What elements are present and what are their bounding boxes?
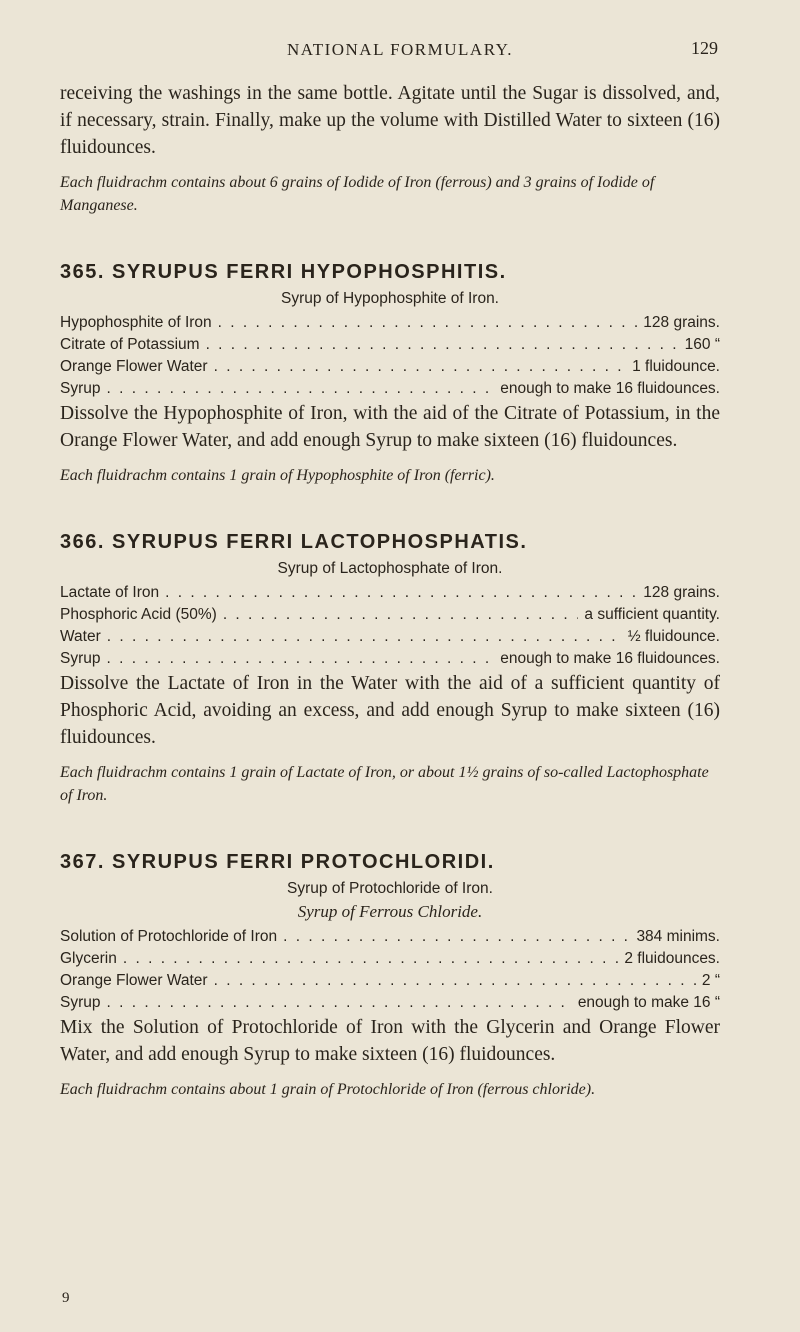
ingredient-row xyxy=(60,356,720,378)
page-content xyxy=(60,80,720,1101)
intro-note: Each fluidrachm contains about 6 grains of Iodide of Iron (ferrous) and 3 grains of Iodide of Manganese. xyxy=(60,174,655,214)
section-subtitle: Syrup of Hypophosphite of Iron. xyxy=(281,290,499,307)
leader-dots xyxy=(214,970,696,992)
leader-dots xyxy=(165,582,637,604)
section-directions: Dissolve the Lactate of Iron in the Water with the aid of a sufficient quantity of Phosphoric Acid, avoiding an excess, and add enough Syrup to make sixteen (16) fluidounces. xyxy=(60,673,720,748)
ingredient-list xyxy=(60,312,720,400)
ingredient-amount: a sufficient quantity. xyxy=(584,606,720,623)
ingredient-amount: ½ fluidounce. xyxy=(627,628,720,645)
ingredient-list xyxy=(60,582,720,670)
leader-dots xyxy=(218,312,638,334)
ingredient-amount: 2 “ xyxy=(701,972,720,989)
ingredient-name: Orange Flower Water xyxy=(60,972,208,989)
leader-dots xyxy=(107,648,495,670)
ingredient-amount: enough to make 16 “ xyxy=(577,994,720,1011)
intro-paragraph: receiving the washings in the same bottle. Agitate until the Sugar is dissolved, and, if necessary, strain. Finally, make up the volume with Distilled Water to sixteen (16) fluidounces. xyxy=(60,83,720,158)
ingredient-name: Hypophosphite of Iron xyxy=(60,314,212,331)
ingredient-row xyxy=(60,582,720,604)
ingredient-name: Solution of Protochloride of Iron xyxy=(60,928,278,945)
leader-dots xyxy=(107,626,622,648)
section-366 xyxy=(60,531,720,807)
section-directions: Mix the Solution of Protochloride of Iron with the Glycerin and Orange Flower Water, and add enough Syrup to make sixteen (16) fluidounces. xyxy=(60,1017,720,1065)
ingredient-name: Lactate of Iron xyxy=(60,584,160,601)
section-note: Each fluidrachm contains 1 grain of Lactate of Iron, or about 1½ grains of so-called Lactophosphate of Iron. xyxy=(60,764,709,804)
section-subtitle: Syrup of Lactophosphate of Iron. xyxy=(277,560,503,577)
section-note: Each fluidrachm contains 1 grain of Hypophosphite of Iron (ferric). xyxy=(60,467,495,484)
section-note: Each fluidrachm contains about 1 grain of Protochloride of Iron (ferrous chloride). xyxy=(60,1081,596,1098)
section-alt-title: Syrup of Ferrous Chloride. xyxy=(297,902,483,921)
section-367 xyxy=(60,851,720,1101)
ingredient-row xyxy=(60,626,720,648)
ingredient-row xyxy=(60,378,720,400)
leader-dots xyxy=(283,926,630,948)
ingredient-row xyxy=(60,992,720,1014)
ingredient-name: Orange Flower Water xyxy=(60,358,208,375)
ingredient-row xyxy=(60,648,720,670)
section-subtitle: Syrup of Protochloride of Iron. xyxy=(287,880,493,897)
ingredient-amount: 160 “ xyxy=(684,336,720,353)
running-title: NATIONAL FORMULARY. xyxy=(287,40,513,59)
section-365 xyxy=(60,261,720,487)
ingredient-row xyxy=(60,604,720,626)
ingredient-row xyxy=(60,948,720,970)
leader-dots xyxy=(107,992,572,1014)
ingredient-amount: 2 fluidounces. xyxy=(624,950,720,967)
ingredient-amount: enough to make 16 fluidounces. xyxy=(500,650,720,667)
ingredient-name: Glycerin xyxy=(60,950,117,967)
ingredient-name: Syrup xyxy=(60,380,101,397)
leader-dots xyxy=(223,604,579,626)
ingredient-name: Water xyxy=(60,628,101,645)
section-directions: Dissolve the Hypophosphite of Iron, with the aid of the Citrate of Potassium, in the Orange Flower Water, and add enough Syrup to make sixteen (16) fluidounces. xyxy=(60,403,720,451)
ingredient-row xyxy=(60,970,720,992)
ingredient-amount: 384 minims. xyxy=(636,928,720,945)
leader-dots xyxy=(206,334,679,356)
ingredient-amount: 128 grains. xyxy=(643,314,720,331)
section-title: 367. SYRUPUS FERRI PROTOCHLORIDI. xyxy=(60,851,495,873)
ingredient-name: Syrup xyxy=(60,650,101,667)
leader-dots xyxy=(107,378,495,400)
ingredient-name: Phosphoric Acid (50%) xyxy=(60,606,217,623)
page-number: 129 xyxy=(691,38,718,58)
leader-dots xyxy=(214,356,627,378)
ingredient-amount: 1 fluidounce. xyxy=(632,358,720,375)
ingredient-list xyxy=(60,926,720,1014)
section-title: 366. SYRUPUS FERRI LACTOPHOSPHATIS. xyxy=(60,531,528,553)
ingredient-name: Citrate of Potassium xyxy=(60,336,200,353)
ingredient-name: Syrup xyxy=(60,994,101,1011)
signature-mark: 9 xyxy=(62,1290,70,1306)
leader-dots xyxy=(123,948,618,970)
ingredient-row xyxy=(60,312,720,334)
section-title: 365. SYRUPUS FERRI HYPOPHOSPHITIS. xyxy=(60,261,507,283)
ingredient-row xyxy=(60,334,720,356)
ingredient-amount: 128 grains. xyxy=(643,584,720,601)
ingredient-amount: enough to make 16 fluidounces. xyxy=(500,380,720,397)
ingredient-row xyxy=(60,926,720,948)
